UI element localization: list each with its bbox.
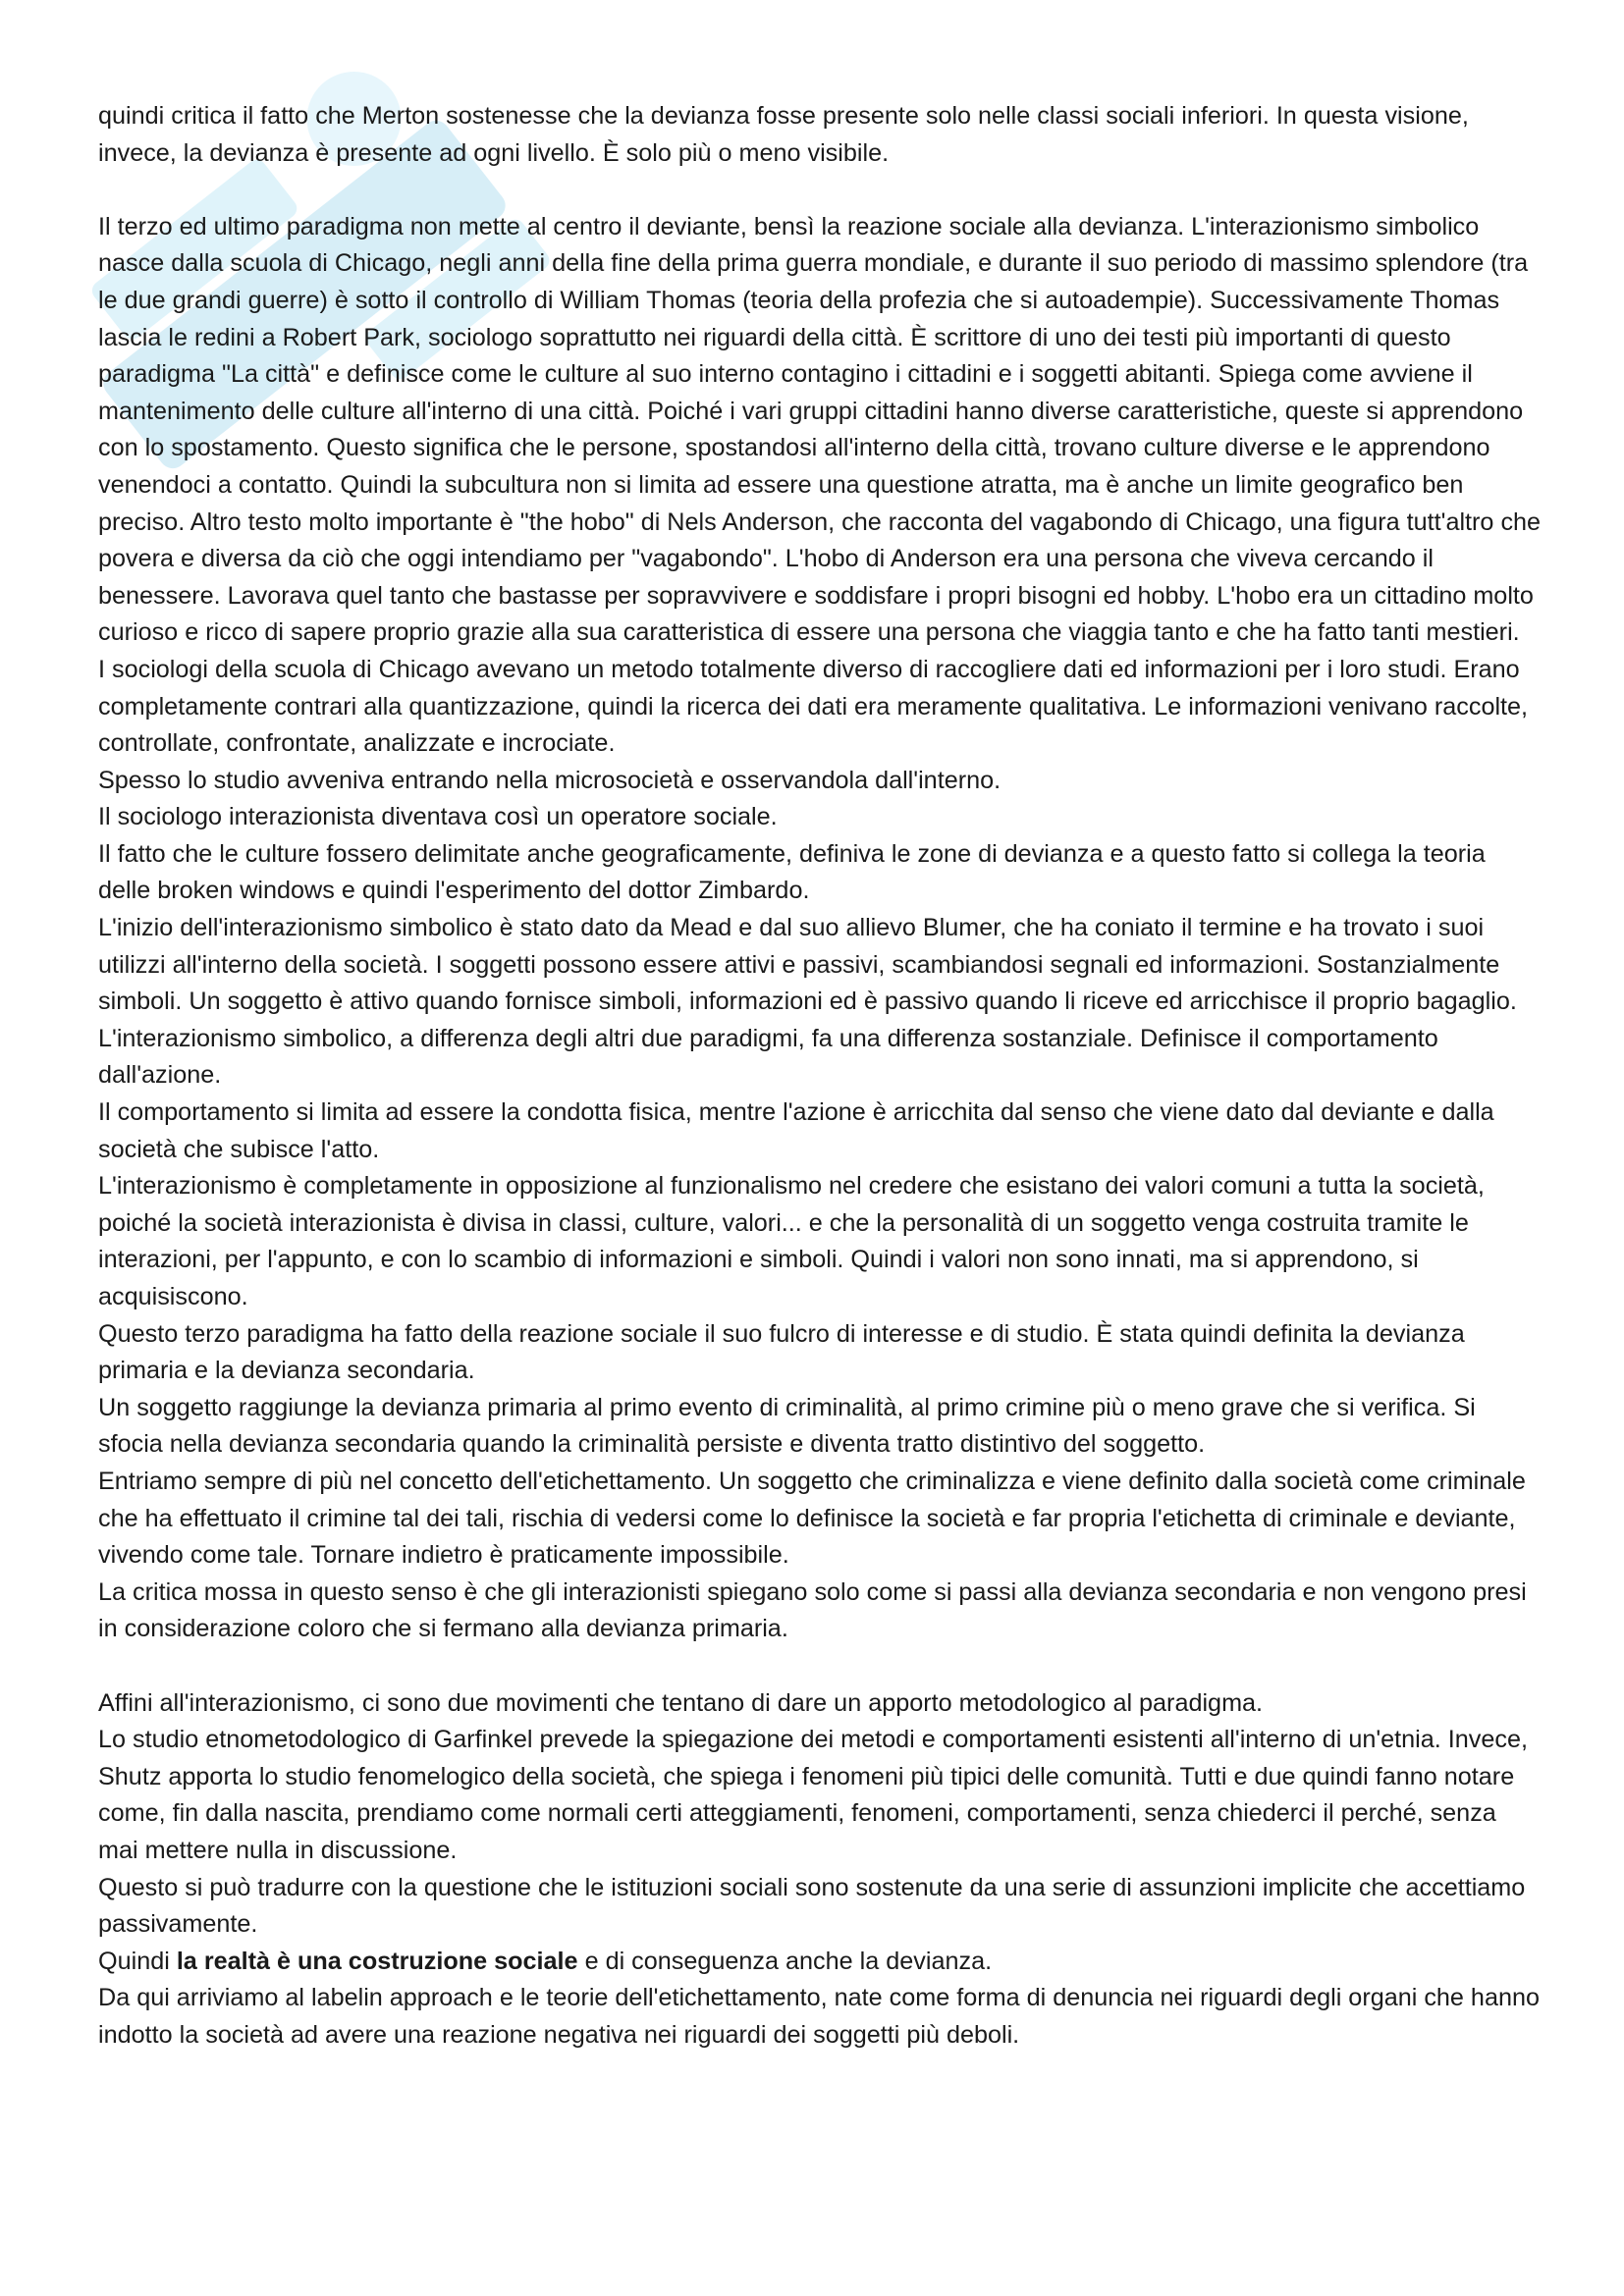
bold-statement xyxy=(98,1944,1542,1981)
paragraph-15: Affini all'interazionismo, ci sono due movimenti che tentano di dare un apporto metodologico al paradigma. xyxy=(98,1688,1264,1717)
paragraph-17: Questo si può tradurre con la questione che le istituzioni sociali sono sostenute da una serie di assunzioni implicite che accettiamo passivamente. xyxy=(98,1873,1526,1939)
paragraph-4: Spesso lo studio avveniva entrando nella microsocietà e osservandola dall'interno. xyxy=(98,766,1001,794)
paragraph-final: Da qui arriviamo al labelin approach e le teorie dell'etichettamento, nate come forma di denuncia nei riguardi degli organi che hanno indotto la società ad avere una reazione negativa nei riguardi dei soggetti più deboli. xyxy=(98,1984,1540,2049)
paragraph-14: La critica mossa in questo senso è che gli interazionisti spiegano solo come si passi alla devianza secondaria e non vengono presi in considerazione coloro che si fermano alla devianza primaria. xyxy=(98,1577,1527,1643)
paragraph-8: L'interazionismo simbolico, a differenza degli altri due paradigmi, fa una differenza sostanziale. Definisce il comportamento dall'azione. xyxy=(98,1024,1438,1090)
paragraph-1: quindi critica il fatto che Merton sostenesse che la devianza fosse presente solo nelle classi sociali inferiori. In questa visione, invece, la devianza è presente ad ogni livello. È solo più o meno visibile. xyxy=(98,102,1469,167)
paragraph-3: I sociologi della scuola di Chicago avevano un metodo totalmente diverso di raccogliere dati ed informazioni per i loro studi. Erano completamente contrari alla quantizzazione, quindi la ricerca dei dati era meramente qualitativa. Le informazioni venivano raccolte, controllate, confrontate, analizzate e incrociate. xyxy=(98,655,1529,758)
paragraph-6: Il fatto che le culture fossero delimitate anche geograficamente, definiva le zone di devianza e a questo fatto si collega la teoria delle broken windows e quindi l'esperimento del dottor Zimbardo. xyxy=(98,839,1486,905)
paragraph-9: Il comportamento si limita ad essere la condotta fisica, mentre l'azione è arricchita dal senso che viene dato dal deviante e dalla società che subisce l'atto. xyxy=(98,1098,1494,1163)
bold-statement-prefix: Quindi xyxy=(98,1947,177,1975)
paragraph-5: Il sociologo interazionista diventava così un operatore sociale. xyxy=(98,803,778,831)
paragraph-11: Questo terzo paradigma ha fatto della reazione sociale il suo fulcro di interesse e di studio. È stata quindi definita la devianza primaria e la devianza secondaria. xyxy=(98,1319,1465,1385)
paragraph-13: Entriamo sempre di più nel concetto dell'etichettamento. Un soggetto che criminalizza e viene definito dalla società come criminale che ha effettuato il crimine tal dei tali, rischia di vedersi come lo definisce la società e far propria l'etichetta di criminale e deviante, vivendo come tale. Tornare indietro è praticamente impossibile. xyxy=(98,1467,1526,1570)
paragraph-12: Un soggetto raggiunge la devianza primaria al primo evento di criminalità, al primo crimine più o meno grave che si verifica. Si sfocia nella devianza secondaria quando la criminalità persiste e diventa tratto distintivo del soggetto. xyxy=(98,1393,1476,1459)
paragraph-16: Lo studio etnometodologico di Garfinkel prevede la spiegazione dei metodi e comportamenti esistenti all'interno di un'etnia. Invece, Shutz apporta lo studio fenomelogico della società, che spiega i fenomeni più tipici delle comunità. Tutti e due quindi fanno notare come, fin dalla nascita, prendiamo come normali certi atteggiamenti, fenomeni, comportamenti, senza chiederci il perché, senza mai mettere nulla in discussione. xyxy=(98,1726,1528,1864)
bold-statement-suffix: e di conseguenza anche la devianza. xyxy=(577,1947,993,1975)
bold-statement-emphasis: la realtà è una costruzione sociale xyxy=(176,1947,578,1975)
paragraph-2: Il terzo ed ultimo paradigma non mette al centro il deviante, bensì la reazione sociale alla devianza. L'interazionismo simbolico nasce dalla scuola di Chicago, negli anni della fine della prima guerra mondiale, e durante il suo periodo di massimo splendore (tra le due grandi guerre) è sotto il controllo di William Thomas (teoria della profezia che si autoadempie). Successivamente Thomas lascia le redini a Robert Park, sociologo soprattutto nei riguardi della città. È scrittore di uno dei testi più importanti di questo paradigma "La città" e definisce come le culture al suo interno contagino i cittadini e i soggetti abitanti. Spiega come avviene il mantenimento delle culture all'interno di una città. Poiché i vari gruppi cittadini hanno diverse caratteristiche, queste si apprendono con lo spostamento. Questo significa che le persone, spostandosi all'interno della città, trovano culture diverse e le apprendono venendoci a contatto. Quindi la subcultura non si limita ad essere una questione atratta, ma è anche un limite geografico ben preciso. Altro testo molto importante è "the hobo" di Nels Anderson, che racconta del vagabondo di Chicago, una figura tutt'altro che povera e diversa da ciò che oggi intendiamo per "vagabondo". L'hobo di Anderson era una persona che viveva cercando il benessere. Lavorava quel tanto che bastasse per sopravvivere e soddisfare i propri bisogni ed hobby. L'hobo era un cittadino molto curioso e ricco di sapere proprio grazie alla sua caratteristica di essere una persona che viaggia tanto e che ha fatto tanti mestieri. xyxy=(98,212,1542,647)
paragraph-7: L'inizio dell'interazionismo simbolico è stato dato da Mead e dal suo allievo Blumer, che ha coniato il termine e ha trovato i suoi utilizzi all'interno della società. I soggetti possono essere attivi e passivi, scambiandosi segnali ed informazioni. Sostanzialmente simboli. Un soggetto è attivo quando fornisce simboli, informazioni ed è passivo quando li riceve ed arricchisce il proprio bagaglio. xyxy=(98,914,1517,1016)
paragraph-10: L'interazionismo è completamente in opposizione al funzionalismo nel credere che esistano dei valori comuni a tutta la società, poiché la società interazionista è divisa in classi, culture, valori... e che la personalità di un soggetto venga costruita tramite le interazioni, per l'appunto, e con lo scambio di informazioni e simboli. Quindi i valori non sono innati, ma si apprendono, si acquisiscono. xyxy=(98,1172,1485,1310)
document-page xyxy=(98,98,1542,2054)
